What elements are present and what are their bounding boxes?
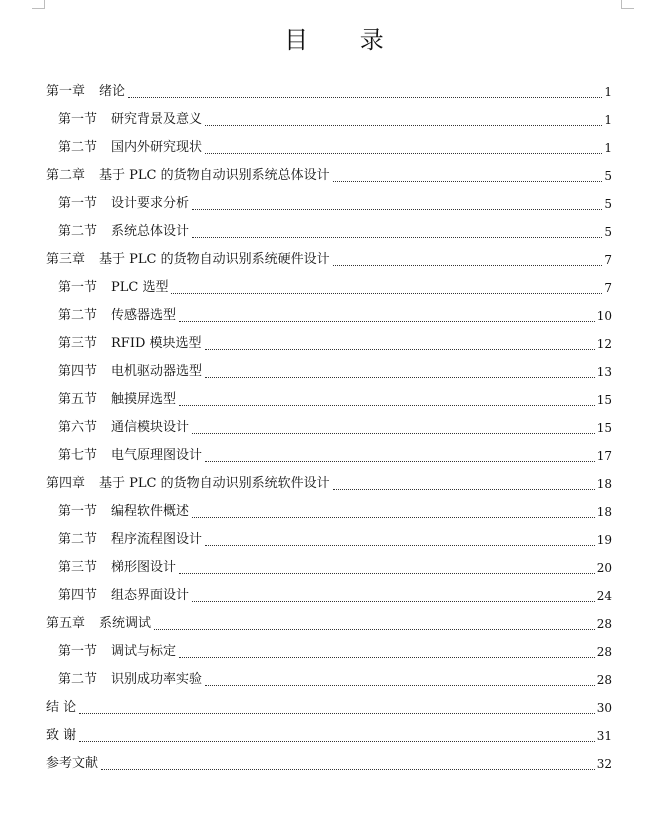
toc-entry-title: 系统调试: [99, 616, 152, 631]
toc-leader-dots: [128, 97, 602, 98]
toc-title: 目 录: [284, 26, 406, 54]
toc-entry-label: [58, 190, 189, 218]
toc-section-entry[interactable]: [46, 498, 612, 526]
toc-entry-number: 第四节: [58, 364, 98, 379]
toc-entry-label: [58, 582, 189, 610]
toc-page-number: 19: [596, 533, 612, 547]
toc-chapter-entry[interactable]: [46, 722, 612, 750]
toc-page-number: 31: [596, 729, 612, 743]
toc-entry-label: [58, 666, 202, 694]
toc-entry-title: 致 谢: [46, 728, 77, 743]
toc-entry-number: 第三节: [58, 560, 98, 575]
toc-section-entry[interactable]: [46, 442, 612, 470]
toc-section-entry[interactable]: [46, 106, 612, 134]
toc-entry-title: 程序流程图设计: [111, 532, 203, 547]
toc-entry-number: 第二节: [58, 672, 98, 687]
toc-leader-dots: [179, 321, 595, 322]
toc-entry-label: [58, 498, 189, 526]
toc-chapter-entry[interactable]: [46, 750, 612, 778]
toc-entry-title: RFID 模块选型: [111, 336, 202, 351]
toc-leader-dots: [192, 237, 602, 238]
toc-entry-number: 第三章: [46, 252, 86, 267]
page-corner-mark-left: [32, 0, 45, 9]
toc-entry-label: [58, 442, 202, 470]
toc-page-number: 10: [596, 309, 612, 323]
toc-leader-dots: [79, 713, 595, 714]
toc-entry-title: 电机驱动器选型: [111, 364, 203, 379]
toc-leader-dots: [205, 461, 595, 462]
toc-leader-dots: [205, 125, 602, 126]
toc-page-number: 17: [596, 449, 612, 463]
toc-entry-title: 组态界面设计: [111, 588, 190, 603]
toc-leader-dots: [333, 265, 602, 266]
toc-entry-title: 绪论: [99, 84, 126, 99]
toc-entry-title: PLC 选型: [111, 280, 169, 295]
toc-section-entry[interactable]: [46, 190, 612, 218]
toc-entry-number: 第一章: [46, 84, 86, 99]
toc-entry-title: 研究背景及意义: [111, 112, 203, 127]
toc-chapter-entry[interactable]: [46, 246, 612, 274]
toc-page-number: 32: [596, 757, 612, 771]
toc-entry-label: [46, 246, 330, 274]
toc-section-entry[interactable]: [46, 638, 612, 666]
toc-entry-number: 第一节: [58, 280, 98, 295]
toc-page-number: 24: [596, 589, 612, 603]
toc-leader-dots: [205, 153, 602, 154]
toc-leader-dots: [205, 545, 595, 546]
toc-entry-number: 第四节: [58, 588, 98, 603]
toc-entry-label: [58, 330, 202, 358]
toc-entry-label: [58, 414, 189, 442]
toc-entry-title: 基于 PLC 的货物自动识别系统硬件设计: [99, 252, 330, 267]
toc-leader-dots: [179, 657, 595, 658]
toc-section-entry[interactable]: [46, 134, 612, 162]
toc-leader-dots: [179, 405, 595, 406]
toc-section-entry[interactable]: [46, 554, 612, 582]
toc-entry-title: 参考文献: [46, 756, 99, 771]
toc-page-number: 30: [596, 701, 612, 715]
toc-section-entry[interactable]: [46, 414, 612, 442]
toc-leader-dots: [79, 741, 595, 742]
toc-leader-dots: [205, 349, 595, 350]
toc-page-number: 15: [596, 393, 612, 407]
toc-section-entry[interactable]: [46, 302, 612, 330]
toc-entry-title: 通信模块设计: [111, 420, 190, 435]
toc-page-number: 7: [604, 253, 612, 267]
toc-entry-label: [58, 218, 189, 246]
toc-entry-number: 第五节: [58, 392, 98, 407]
toc-entry-number: 第二章: [46, 168, 86, 183]
toc-entry-title: 设计要求分析: [111, 196, 190, 211]
toc-page-number: 7: [604, 281, 612, 295]
toc-page-number: 13: [596, 365, 612, 379]
toc-page-number: 1: [604, 113, 612, 127]
toc-entry-title: 基于 PLC 的货物自动识别系统软件设计: [99, 476, 330, 491]
toc-chapter-entry[interactable]: [46, 78, 612, 106]
toc-page-number: 5: [604, 197, 612, 211]
toc-page-number: 20: [596, 561, 612, 575]
toc-section-entry[interactable]: [46, 330, 612, 358]
toc-entry-title: 调试与标定: [111, 644, 177, 659]
toc-page-number: 28: [596, 673, 612, 687]
toc-entry-label: [58, 358, 202, 386]
toc-page-number: 1: [604, 85, 612, 99]
toc-page-number: 15: [596, 421, 612, 435]
toc-entry-number: 第三节: [58, 336, 98, 351]
page-corner-mark-right: [621, 0, 634, 9]
toc-entry-label: [58, 638, 176, 666]
toc-entry-title: 传感器选型: [111, 308, 177, 323]
toc-entry-title: 结 论: [46, 700, 77, 715]
toc-entry-title: 编程软件概述: [111, 504, 190, 519]
toc-entry-number: 第四章: [46, 476, 86, 491]
toc-leader-dots: [192, 209, 602, 210]
toc-entry-label: [46, 162, 330, 190]
toc-entry-label: [46, 722, 76, 750]
toc-chapter-entry[interactable]: [46, 470, 612, 498]
toc-leader-dots: [333, 489, 595, 490]
toc-page-number: 28: [596, 617, 612, 631]
toc-entry-number: 第二节: [58, 140, 98, 155]
toc-page-number: 5: [604, 225, 612, 239]
toc-chapter-entry[interactable]: [46, 610, 612, 638]
toc-entry-title: 电气原理图设计: [111, 448, 203, 463]
toc-page-number: 1: [604, 141, 612, 155]
toc-section-entry[interactable]: [46, 358, 612, 386]
toc-entry-number: 第二节: [58, 532, 98, 547]
toc-entry-title: 国内外研究现状: [111, 140, 203, 155]
toc-page-number: 28: [596, 645, 612, 659]
toc-entry-label: [46, 610, 151, 638]
toc-entry-number: 第一节: [58, 112, 98, 127]
toc-leader-dots: [171, 293, 602, 294]
toc-entry-label: [58, 554, 176, 582]
toc-entry-number: 第六节: [58, 420, 98, 435]
toc-section-entry[interactable]: [46, 218, 612, 246]
toc-entry-label: [46, 470, 330, 498]
toc-leader-dots: [192, 433, 595, 434]
toc-entry-label: [58, 106, 202, 134]
toc-entry-number: 第二节: [58, 308, 98, 323]
toc-page-number: 18: [596, 477, 612, 491]
toc-entry-label: [46, 750, 98, 778]
toc-entry-title: 系统总体设计: [111, 224, 190, 239]
toc-section-entry[interactable]: [46, 386, 612, 414]
toc-section-entry[interactable]: [46, 526, 612, 554]
toc-entry-label: [58, 526, 202, 554]
toc-entry-title: 识别成功率实验: [111, 672, 203, 687]
toc-chapter-entry[interactable]: [46, 694, 612, 722]
toc-entry-title: 梯形图设计: [111, 560, 177, 575]
toc-entry-number: 第一节: [58, 196, 98, 211]
toc-entry-number: 第七节: [58, 448, 98, 463]
toc-section-entry[interactable]: [46, 274, 612, 302]
toc-leader-dots: [154, 629, 595, 630]
toc-entry-label: [58, 134, 202, 162]
toc-page-number: 18: [596, 505, 612, 519]
toc-entry-number: 第五章: [46, 616, 86, 631]
toc-section-entry[interactable]: [46, 582, 612, 610]
toc-chapter-entry[interactable]: [46, 162, 612, 190]
toc-entry-label: [46, 694, 76, 722]
toc-entry-number: 第一节: [58, 644, 98, 659]
toc-leader-dots: [205, 685, 595, 686]
toc-entry-label: [58, 386, 176, 414]
toc-section-entry[interactable]: [46, 666, 612, 694]
toc-entry-title: 触摸屏选型: [111, 392, 177, 407]
toc-entry-label: [46, 78, 125, 106]
toc-leader-dots: [192, 601, 595, 602]
toc-entry-number: 第二节: [58, 224, 98, 239]
toc-entry-label: [58, 274, 168, 302]
toc-page-number: 12: [596, 337, 612, 351]
table-of-contents: [46, 78, 612, 778]
toc-leader-dots: [192, 517, 595, 518]
toc-leader-dots: [205, 377, 595, 378]
toc-entry-label: [58, 302, 176, 330]
toc-leader-dots: [333, 181, 602, 182]
toc-entry-title: 基于 PLC 的货物自动识别系统总体设计: [99, 168, 330, 183]
toc-leader-dots: [179, 573, 595, 574]
toc-page-number: 5: [604, 169, 612, 183]
toc-leader-dots: [101, 769, 595, 770]
toc-entry-number: 第一节: [58, 504, 98, 519]
